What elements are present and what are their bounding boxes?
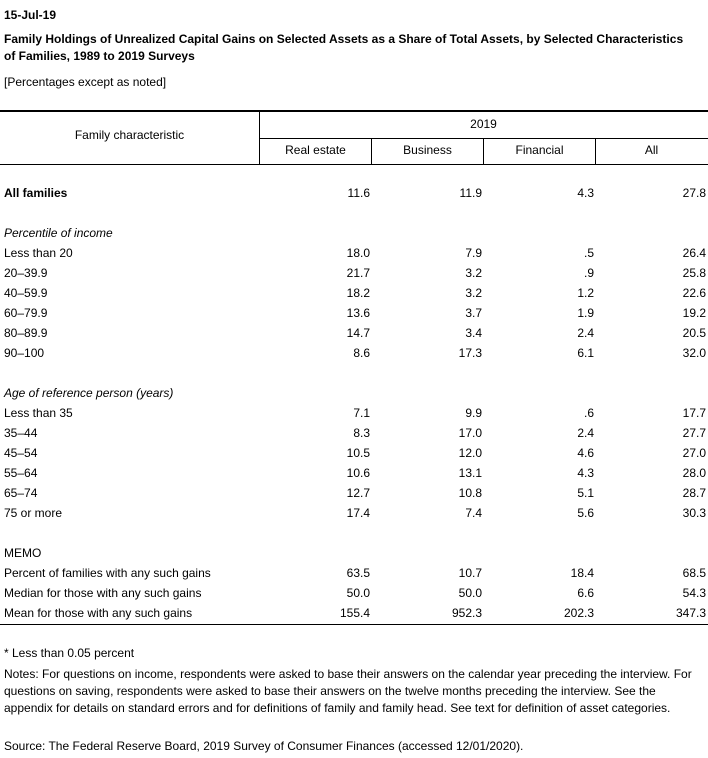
cell-financial: 5.1	[577, 486, 594, 500]
cell-business: 50.0	[458, 586, 482, 600]
cell-financial: 6.1	[577, 346, 594, 360]
cell-all: 19.2	[682, 306, 706, 320]
row-label: Less than 35	[4, 406, 73, 420]
cell-financial: 4.6	[577, 446, 594, 460]
section-heading-income	[0, 226, 708, 246]
table-row	[0, 486, 708, 506]
cell-financial: .5	[583, 246, 594, 260]
cell-financial: 18.4	[570, 566, 594, 580]
col-header-business: Business	[403, 143, 452, 157]
cell-real-estate: 8.3	[353, 426, 370, 440]
table-row	[0, 286, 708, 306]
table-row	[0, 426, 708, 446]
section-heading-label: Age of reference person (years)	[4, 386, 174, 400]
cell-real-estate: 8.6	[353, 346, 370, 360]
cell-real-estate: 12.7	[346, 486, 370, 500]
cell-business: 9.9	[465, 406, 482, 420]
row-label: Median for those with any such gains	[4, 586, 202, 600]
cell-real-estate: 13.6	[346, 306, 370, 320]
cell-real-estate: 10.5	[346, 446, 370, 460]
cell-business: 7.9	[465, 246, 482, 260]
cell-financial: 6.6	[577, 586, 594, 600]
cell-all: 27.8	[682, 186, 706, 200]
table-bottom-rule	[0, 624, 708, 625]
cell-real-estate: 155.4	[339, 606, 370, 620]
source-note: Source: The Federal Reserve Board, 2019 Survey of Consumer Finances (accessed 12/01/2020).	[4, 739, 524, 753]
section-heading-memo	[0, 546, 708, 566]
cell-financial: .9	[583, 266, 594, 280]
cell-all: 22.6	[682, 286, 706, 300]
cell-all: 25.8	[682, 266, 706, 280]
cell-real-estate: 17.4	[346, 506, 370, 520]
row-label: 60–79.9	[4, 306, 48, 320]
cell-all: 27.0	[682, 446, 706, 460]
cell-all: 26.4	[682, 246, 706, 260]
cell-real-estate: 11.6	[347, 186, 370, 200]
table-row	[0, 406, 708, 426]
cell-financial: 1.9	[577, 306, 594, 320]
cell-real-estate: 7.1	[353, 406, 370, 420]
cell-real-estate: 18.2	[346, 286, 370, 300]
family-characteristic-header: Family characteristic	[74, 128, 185, 142]
cell-business: 17.3	[458, 346, 482, 360]
cell-business: 10.7	[458, 566, 482, 580]
cell-business: 12.0	[458, 446, 482, 460]
footnote: * Less than 0.05 percent	[4, 646, 135, 660]
row-label: 45–54	[4, 446, 38, 460]
cell-business: 11.9	[459, 186, 482, 200]
notes: Notes: For questions on income, respondents were asked to base their answers on the calendar year preceding the interview. For questions on saving, respondents were asked to base their answers on the twelve months preceding the interview. See the appendix for details on standard errors and for definitions of family and family head. See text for definition of asset categories.	[4, 667, 692, 715]
cell-all: 17.7	[682, 406, 706, 420]
cell-all: 347.3	[675, 606, 706, 620]
table-row-all-families	[0, 186, 708, 206]
row-label: 75 or more	[4, 506, 63, 520]
row-label: All families	[4, 186, 68, 200]
col-header-all: All	[644, 143, 659, 157]
table-row	[0, 446, 708, 466]
table-row	[0, 306, 708, 326]
table-row	[0, 326, 708, 346]
row-label: 35–44	[4, 426, 38, 440]
cell-financial: 202.3	[563, 606, 594, 620]
cell-business: 17.0	[458, 426, 482, 440]
col-header-real-estate: Real estate	[285, 143, 346, 157]
cell-financial: .6	[583, 406, 594, 420]
section-heading-label: MEMO	[4, 546, 42, 560]
cell-financial: 2.4	[577, 326, 594, 340]
header-bottom-rule	[0, 164, 708, 165]
cell-all: 30.3	[682, 506, 706, 520]
cell-all: 20.5	[682, 326, 706, 340]
cell-business: 3.7	[465, 306, 482, 320]
cell-business: 3.2	[465, 266, 482, 280]
cell-real-estate: 63.5	[346, 566, 370, 580]
table-row	[0, 346, 708, 366]
row-label: 40–59.9	[4, 286, 48, 300]
cell-financial: 1.2	[577, 286, 594, 300]
cell-business: 10.8	[458, 486, 482, 500]
cell-financial: 2.4	[577, 426, 594, 440]
table-row	[0, 606, 708, 626]
cell-all: 32.0	[682, 346, 706, 360]
cell-financial: 4.3	[577, 186, 594, 200]
cell-real-estate: 50.0	[346, 586, 370, 600]
cell-all: 28.7	[682, 486, 706, 500]
row-label: Mean for those with any such gains	[4, 606, 193, 620]
row-label: 65–74	[4, 486, 38, 500]
row-label: Less than 20	[4, 246, 73, 260]
cell-real-estate: 21.7	[346, 266, 370, 280]
cell-financial: 5.6	[577, 506, 594, 520]
table-row	[0, 566, 708, 586]
cell-real-estate: 14.7	[346, 326, 370, 340]
cell-all: 68.5	[682, 566, 706, 580]
release-date: 15-Jul-19	[4, 8, 57, 22]
table-row	[0, 466, 708, 486]
row-label: 55–64	[4, 466, 38, 480]
cell-business: 13.1	[458, 466, 482, 480]
table-subtitle: [Percentages except as noted]	[4, 75, 167, 89]
cell-business: 952.3	[451, 606, 482, 620]
row-label: 80–89.9	[4, 326, 48, 340]
cell-business: 3.2	[465, 286, 482, 300]
section-heading-age	[0, 386, 708, 406]
cell-all: 27.7	[682, 426, 706, 440]
table-row	[0, 266, 708, 286]
section-heading-label: Percentile of income	[4, 226, 113, 240]
col-header-financial: Financial	[515, 143, 564, 157]
row-label: 20–39.9	[4, 266, 48, 280]
cell-business: 7.4	[465, 506, 482, 520]
cell-financial: 4.3	[577, 466, 594, 480]
year-header: 2019	[470, 117, 497, 131]
table-row	[0, 506, 708, 526]
row-label: Percent of families with any such gains	[4, 566, 211, 580]
table-row	[0, 586, 708, 606]
header-top-rule	[0, 110, 708, 112]
cell-real-estate: 10.6	[346, 466, 370, 480]
cell-all: 28.0	[682, 466, 706, 480]
cell-real-estate: 18.0	[346, 246, 370, 260]
table-title: Family Holdings of Unrealized Capital Gains on Selected Assets as a Share of Total Assets, by Selected Characteristics of Families, 1989 to 2019 Surveys	[4, 32, 684, 63]
row-label: 90–100	[4, 346, 45, 360]
cell-business: 3.4	[465, 326, 482, 340]
table-row	[0, 246, 708, 266]
cell-all: 54.3	[682, 586, 706, 600]
